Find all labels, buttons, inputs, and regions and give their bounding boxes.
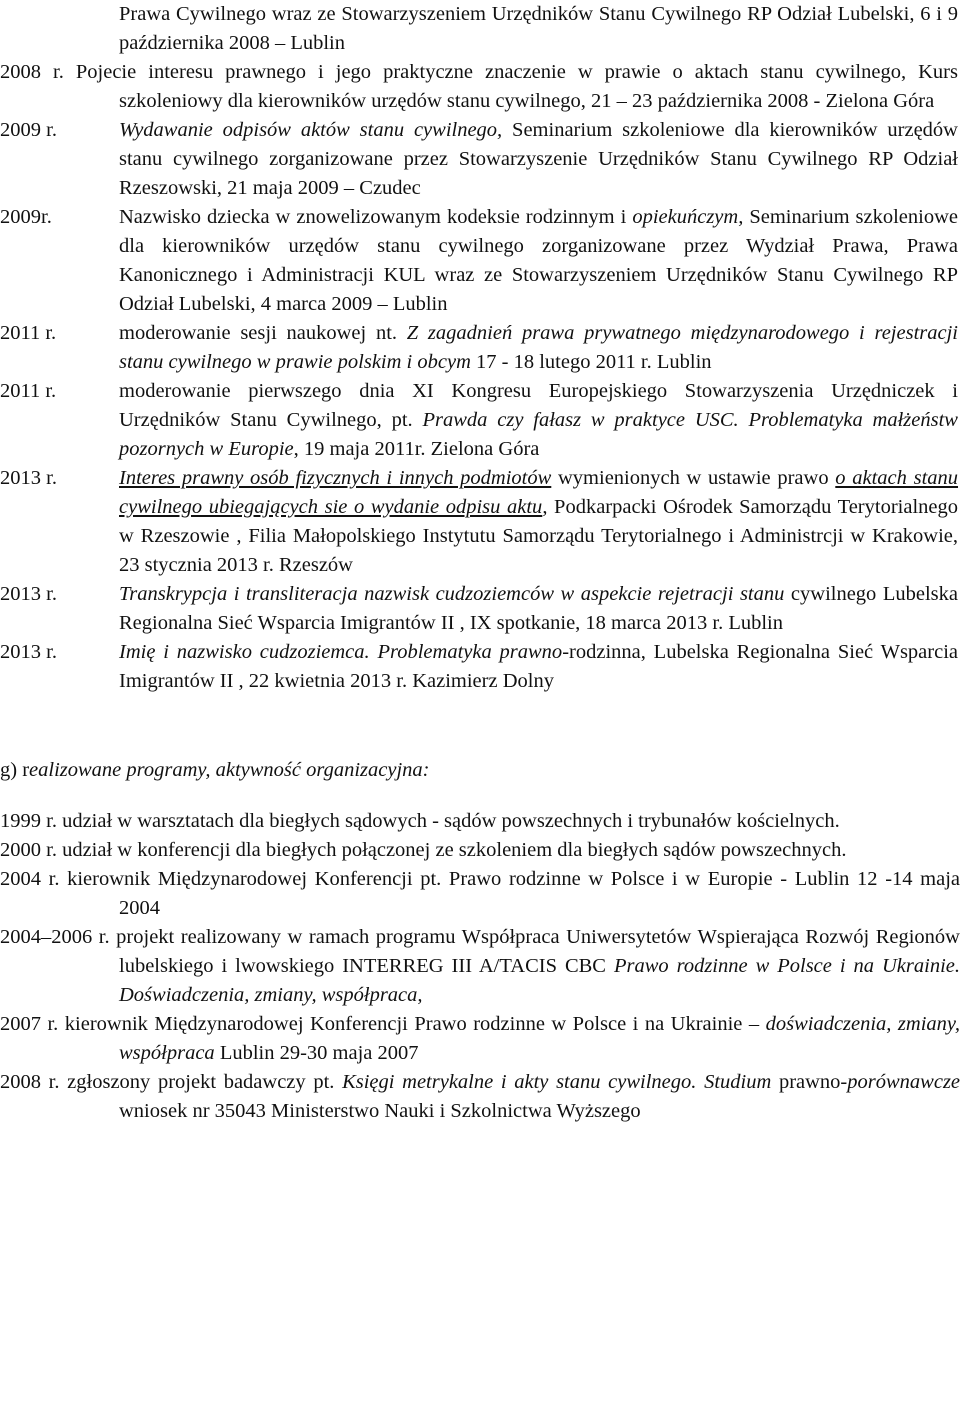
entry-details: , Podkarpacki Ośrodek Samorządu Terytorialnego w Rzeszowie , Filia Małopolskiego Instytutu Samorządu Terytorialnego i Administrcji w Krakowie, 23 stycznia 2013 r. Rzeszów <box>119 496 958 576</box>
program-item <box>0 807 960 836</box>
entry-mid: wymienionych w ustawie prawo <box>551 467 836 489</box>
entry-details: 17 - 18 lutego 2011 r. Lublin <box>470 351 712 373</box>
entry-lead: moderowanie pierwszego dnia XI Kongresu Europejskiego Stowarzyszenia Urzędniczek i Urzędników Stanu Cywilnego, pt. <box>119 380 958 431</box>
program-text: 2004–2006 r. projekt realizowany w ramach programu Współpraca Uniwersytetów Wspierająca Rozwój Regionów lubelskiego i lwowskiego INTERREG III A/TACIS CBC <box>0 926 960 977</box>
program-title-2: porównawcze <box>847 1071 960 1093</box>
programs-list <box>0 807 960 1126</box>
entry-title: Transkrypcja i transliteracja nazwisk cudzoziemców w aspekcie rejetracji stanu <box>119 583 785 605</box>
entry-year: 2009 r. <box>0 119 57 141</box>
entry-details: -rodzinna, Lubelska Regionalna Sieć Wsparcia Imigrantów II , 22 kwietnia 2013 r. Kazimierz Dolny <box>119 641 958 692</box>
entry-title: opiekuńczym, <box>632 206 744 228</box>
entry-title: Z zagadnień prawa prywatnego międzynarodowego i rejestracji stanu cywilnego w prawie polskim i obcym <box>119 322 958 373</box>
entry-2013-interes <box>0 464 960 580</box>
entry-text: 2008 r. Pojecie interesu prawnego i jego praktyczne znaczenie w prawie o aktach stanu cywilnego, Kurs szkoleniowy dla kierowników urzędów stanu cywilnego, 21 – 23 października 2008 - Zielona Góra <box>0 61 958 112</box>
program-mid: prawno- <box>771 1071 848 1093</box>
entry-2009-nazwisko <box>0 203 960 319</box>
entry-2008-zielona-gora <box>0 58 960 116</box>
entry-title: Imię i nazwisko cudzoziemca. Problematyka prawno <box>119 641 563 663</box>
entry-details: Seminarium szkoleniowe dla kierowników urzędów stanu cywilnego zorganizowane przez Wydział Prawa, Prawa Kanonicznego i Administracji KUL wraz ze Stowarzyszeniem Urzędników Stanu Cywilnego RP Odział Lubelski, 4 marca 2009 – Lublin <box>119 206 958 315</box>
entry-text: Prawa Cywilnego wraz ze Stowarzyszeniem Urzędników Stanu Cywilnego RP Odział Lubelski, 6 i 9 października 2008 – Lublin <box>119 3 958 54</box>
program-item <box>0 1068 960 1126</box>
entry-year: 2011 r. <box>0 322 57 344</box>
entry-2011-sesja <box>0 319 960 377</box>
program-text: 1999 r. udział w warsztatach dla biegłych sądowych - sądów powszechnych i trybunałów kościelnych. <box>0 810 840 832</box>
section-prefix: g) r <box>0 759 30 781</box>
entry-2008-lublin <box>0 0 960 58</box>
entry-title-2: o aktach stanu cywilnego ubiegających sie o wydanie odpisu aktu <box>119 467 959 518</box>
program-item <box>0 923 960 1010</box>
entry-year: 2013 r. <box>0 641 57 663</box>
section-spacer <box>0 696 960 750</box>
program-text: 2000 r. udział w konferencji dla biegłych połączonej ze szkoleniem dla biegłych sądów powszechnych. <box>0 839 847 861</box>
program-details: Lublin 29-30 maja 2007 <box>214 1042 419 1064</box>
entry-title: Prawda czy fałasz w praktyce USC. Problematyka małżeństw pozornych w Europie <box>119 409 958 460</box>
program-item <box>0 1010 960 1068</box>
program-item <box>0 836 960 865</box>
entry-2011-kongres <box>0 377 960 464</box>
program-title: doświadczenia, zmiany, współpraca <box>119 1013 960 1064</box>
entry-year: 2013 r. <box>0 583 57 605</box>
section-heading <box>0 756 960 785</box>
program-item <box>0 865 960 923</box>
entry-details: , 19 maja 2011r. Zielona Góra <box>293 438 540 460</box>
entry-2009-wydawanie <box>0 116 960 203</box>
entry-title: Interes prawny osób fizycznych i innych podmiotów <box>119 467 552 489</box>
entry-year: 2011 r. <box>0 380 57 402</box>
entry-lead: Nazwisko dziecka w znowelizowanym kodeksie rodzinnym i <box>119 206 633 228</box>
entry-year: 2013 r. <box>0 467 57 489</box>
program-details: wniosek nr 35043 Ministerstwo Nauki i Szkolnictwa Wyższego <box>119 1100 641 1122</box>
program-text: 2008 r. zgłoszony projekt badawczy pt. <box>0 1071 343 1093</box>
entry-lead: moderowanie sesji naukowej nt. <box>119 322 407 344</box>
section-title: ealizowane programy, aktywność organizacyjna: <box>29 759 430 781</box>
entry-details: Seminarium szkoleniowe dla kierowników urzędów stanu cywilnego zorganizowane przez Stowarzyszenie Urzędników Stanu Cywilnego RP Odział Rzeszowski, 21 maja 2009 – Czudec <box>119 119 958 199</box>
entry-title: Wydawanie odpisów aktów stanu cywilnego, <box>119 119 503 141</box>
program-title: Prawo rodzinne w Polsce i na Ukrainie. Doświadczenia, zmiany, współpraca, <box>119 955 960 1006</box>
program-title: Księgi metrykalne i akty stanu cywilnego. Studium <box>342 1071 772 1093</box>
entry-details: cywilnego Lubelska Regionalna Sieć Wsparcia Imigrantów II , IX spotkanie, 18 marca 2013 r. Lublin <box>119 583 958 634</box>
entry-year: 2009r. <box>0 206 52 228</box>
program-text: 2004 r. kierownik Międzynarodowej Konferencji pt. Prawo rodzinne w Polsce i w Europie - Lublin 12 -14 maja 2004 <box>0 868 960 919</box>
entry-2013-transkrypcja <box>0 580 960 638</box>
program-text: 2007 r. kierownik Międzynarodowej Konferencji Prawo rodzinne w Polsce i na Ukrainie – <box>0 1013 766 1035</box>
entry-2013-imie <box>0 638 960 696</box>
